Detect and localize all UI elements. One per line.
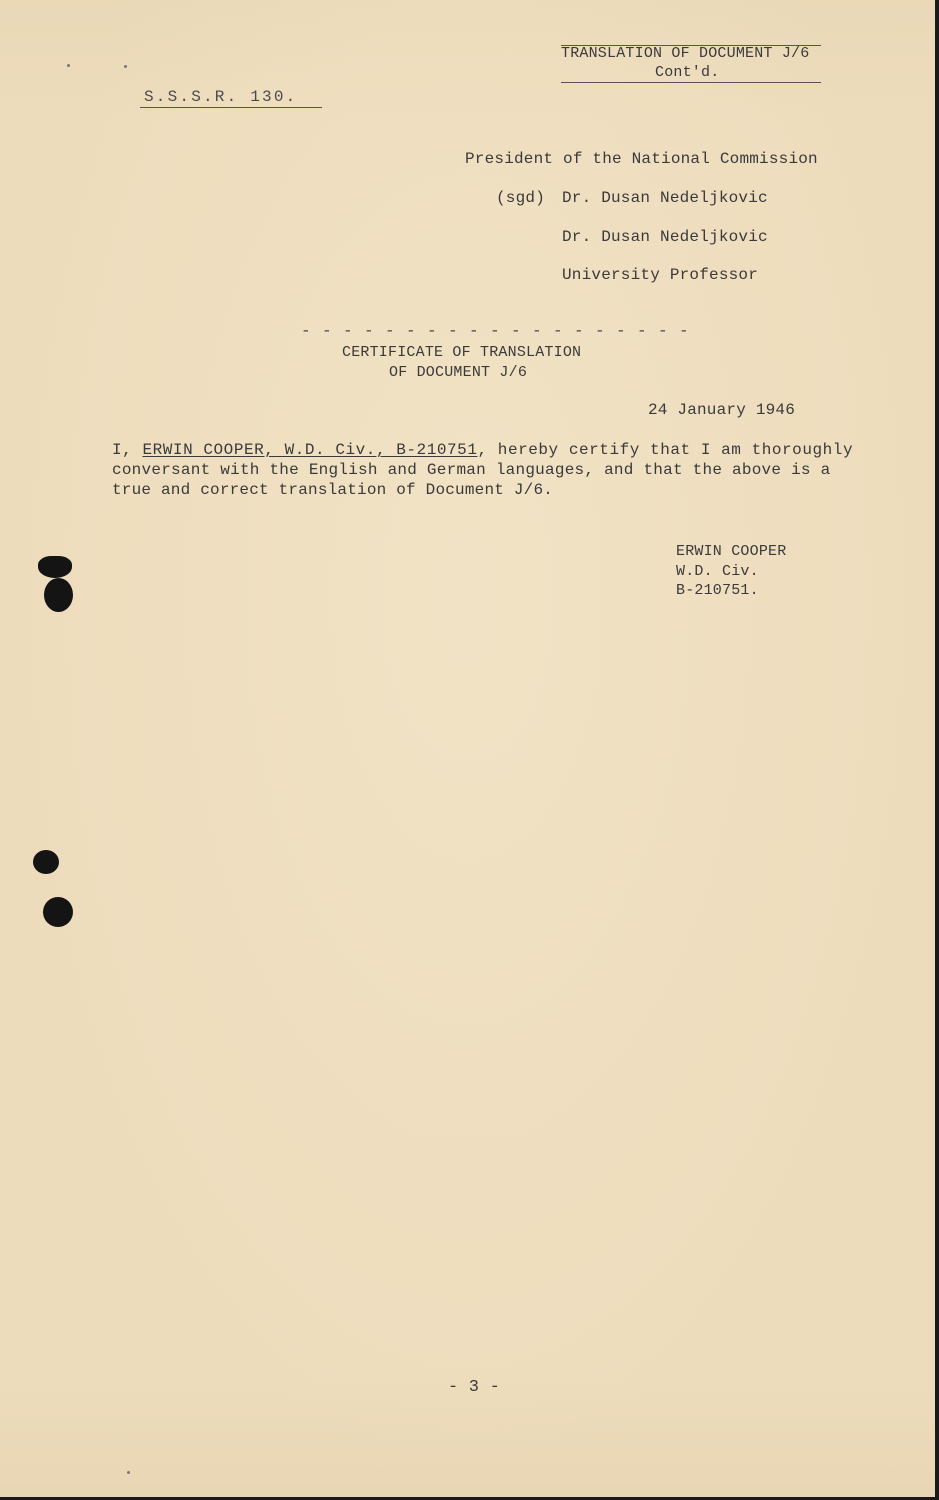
header-contd: Cont'd. xyxy=(655,64,720,81)
certificate-body-line1 xyxy=(112,441,853,460)
header-title: TRANSLATION OF DOCUMENT J/6 xyxy=(561,45,810,62)
translator-identity: ERWIN COOPER, W.D. Civ., B-210751 xyxy=(142,441,478,459)
punch-hole-top-upper xyxy=(38,556,72,578)
page-number: - 3 - xyxy=(448,1378,501,1397)
translator-signature-number: B-210751. xyxy=(676,582,759,599)
body-intro: I, xyxy=(112,441,143,459)
dashed-divider: - - - - - - - - - - - - - - - - - - - xyxy=(301,322,690,340)
translator-signature-dept: W.D. Civ. xyxy=(676,563,759,580)
signatory-title: President of the National Commission xyxy=(465,150,818,168)
body-rest: , hereby certify that I am thoroughly xyxy=(477,441,854,459)
translator-signature-name: ERWIN COOPER xyxy=(676,543,787,560)
certificate-date: 24 January 1946 xyxy=(648,401,796,419)
paper-speck xyxy=(127,1471,130,1474)
certificate-heading-line2: OF DOCUMENT J/6 xyxy=(389,364,528,381)
paper-speck xyxy=(124,65,127,68)
reference-number: S.S.S.R. 130. xyxy=(144,88,298,106)
punch-hole-top-lower xyxy=(44,578,73,612)
certificate-body-line2: conversant with the English and German languages, and that the above is a xyxy=(112,461,831,479)
header-bottom-rule xyxy=(561,82,821,83)
sgd-label: (sgd) xyxy=(496,189,546,207)
punch-hole-mid xyxy=(33,850,59,874)
certificate-heading-line1: CERTIFICATE OF TRANSLATION xyxy=(342,344,582,361)
signatory-position: University Professor xyxy=(562,266,759,284)
signatory-typed-name: Dr. Dusan Nedeljkovic xyxy=(562,228,768,246)
certificate-body-line3: true and correct translation of Document J/6. xyxy=(112,481,554,499)
reference-underline xyxy=(140,107,322,108)
signatory-signed-name: Dr. Dusan Nedeljkovic xyxy=(562,189,768,207)
punch-hole-bottom xyxy=(43,897,73,927)
paper-speck xyxy=(67,64,70,67)
